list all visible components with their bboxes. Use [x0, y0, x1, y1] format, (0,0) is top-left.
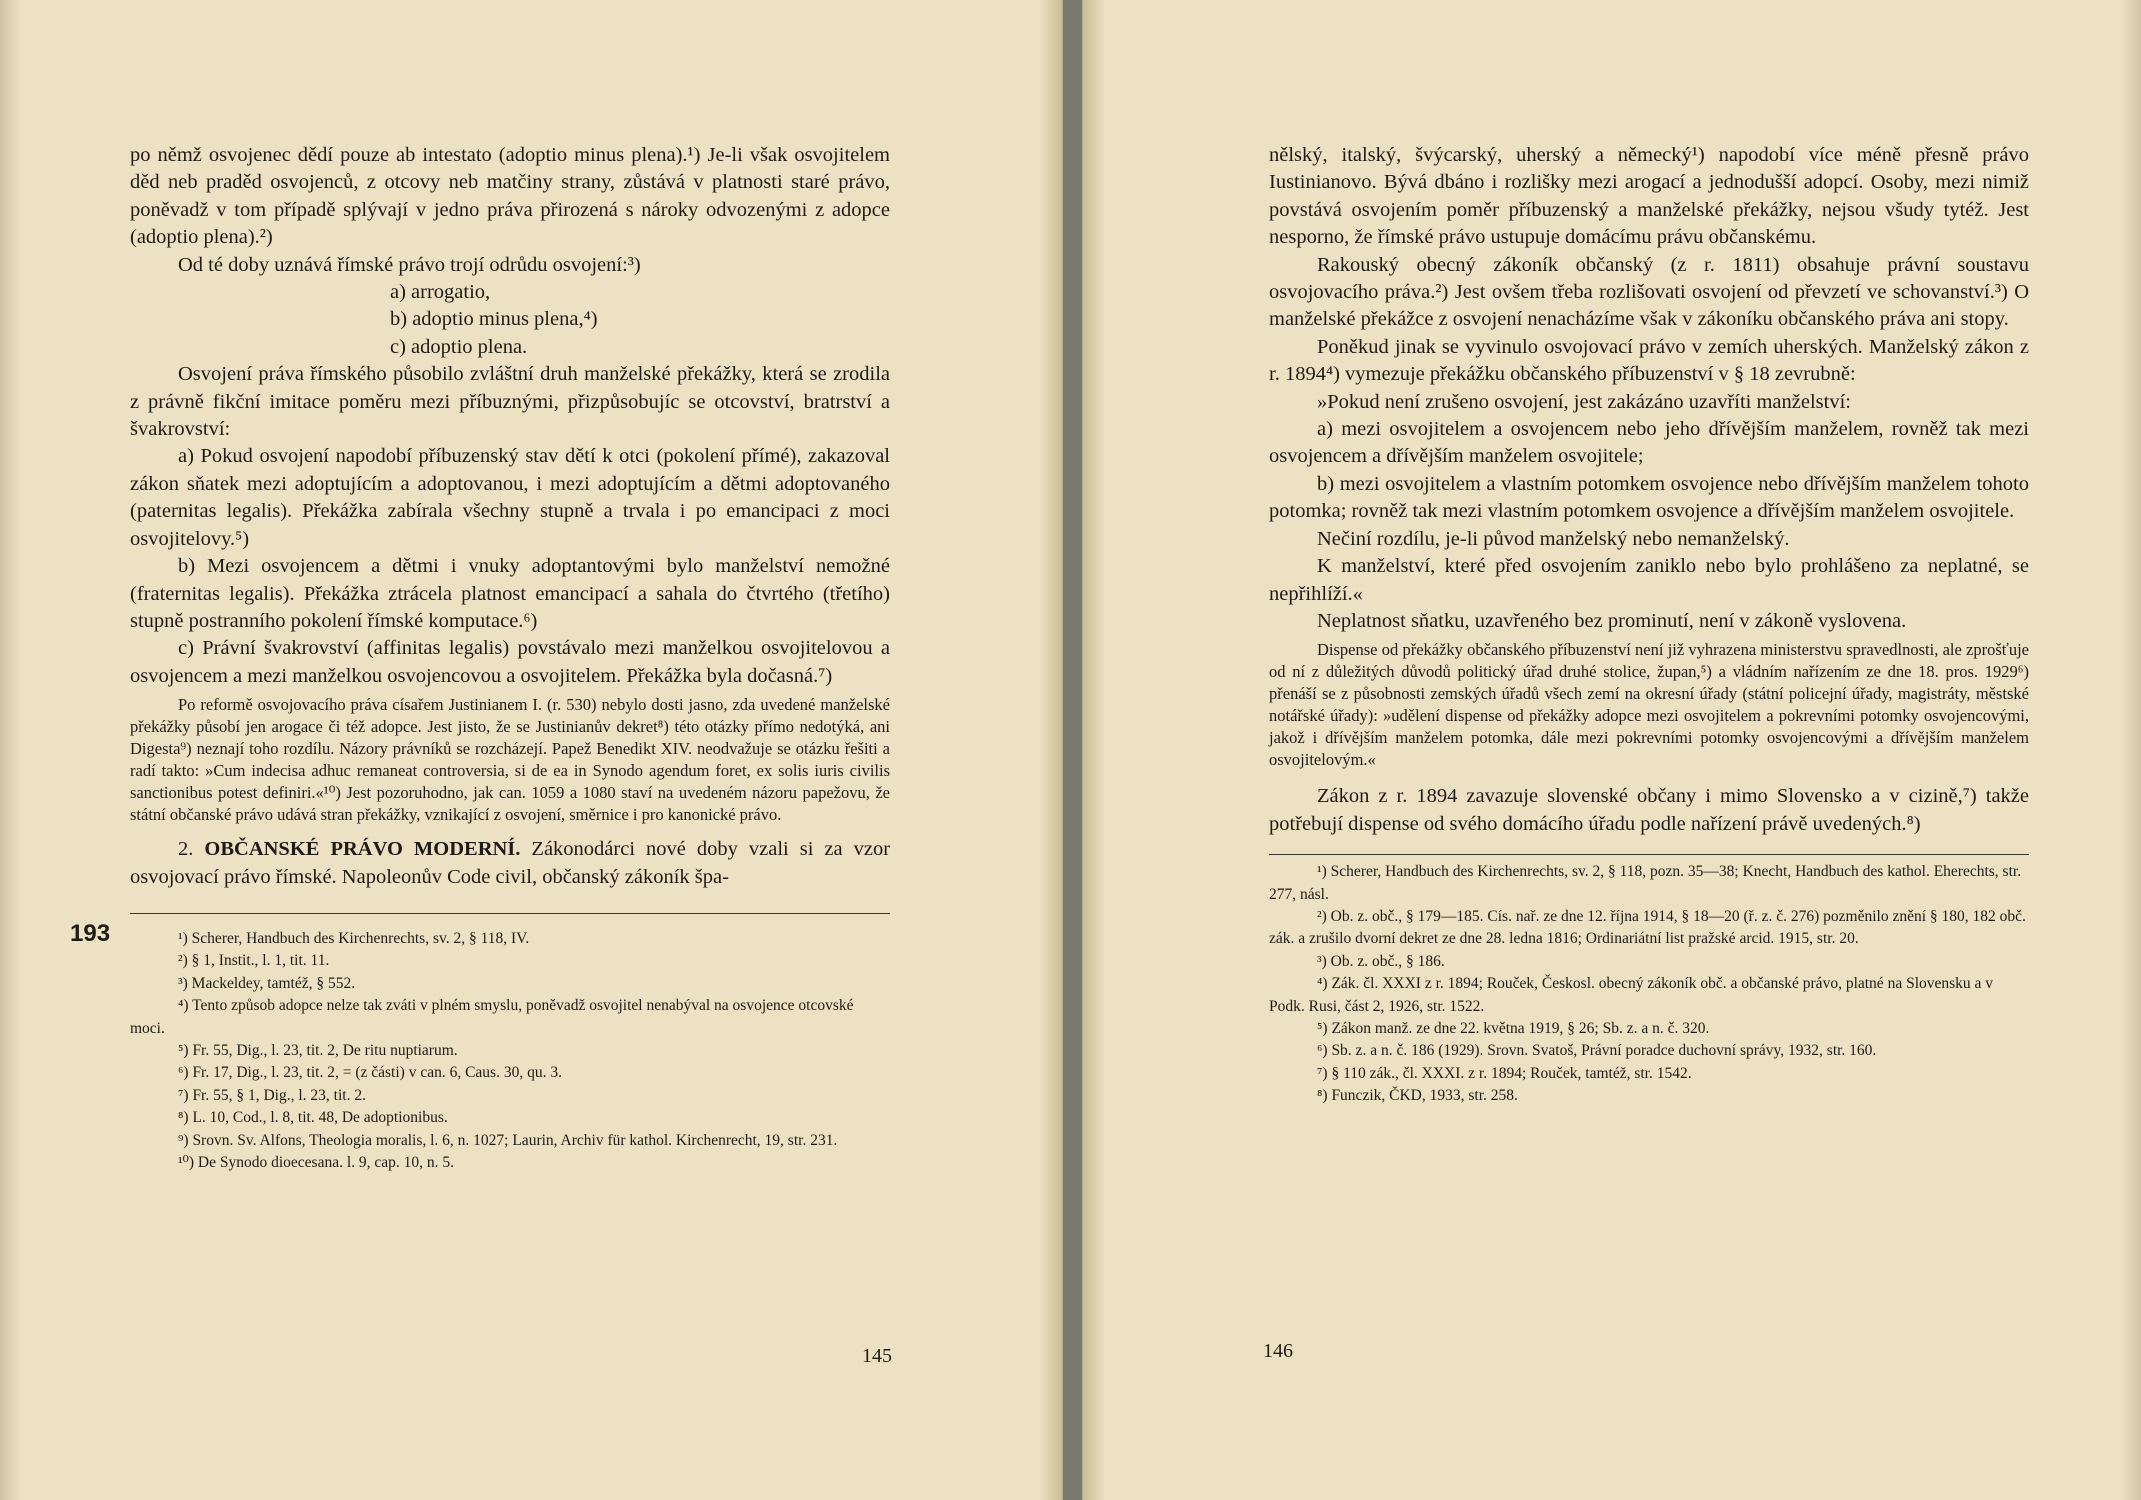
footnote-separator: [1269, 854, 2029, 855]
continuation-paragraph: nělský, italský, švýcarský, uherský a německý¹) napodobí více méně přesně právo Iustinianovo. Bývá dbáno i rozlišky mezi arogací a jednodušší adopcí. Osoby, mezi nimiž povstává osvojením poměr příbuzenský a manželské překážky, nejsou všudy tytéž. Jest nesporno, že římské právo ustupuje domácímu právu občanskému.: [1269, 144, 2029, 249]
page-edge-shadow: [0, 0, 22, 1500]
right-main-text: [1269, 142, 2029, 1108]
adoption-type-item: b) adoptio minus plena,⁴): [390, 308, 598, 331]
law-quote: K manželství, které před osvojením zaniklo nebo bylo prohlášeno za neplatné, se nepřihlíží.«: [1269, 555, 2029, 605]
roman-law-intro: Od té doby uznává římské právo trojí odrůdu osvojení:³): [178, 253, 641, 276]
footnote: ⁶) Sb. z. a n. č. 186 (1929). Srovn. Svatoš, Právní poradce duchovní správy, 1932, str. 160.: [1317, 1042, 1877, 1060]
law-quote-point-a: a) mezi osvojitelem a osvojencem nebo jeho dřívějším manželem, rovněž tak mezi osvojencem a dřívějším manželem osvojitele;: [1269, 418, 2029, 468]
right-page: [1082, 0, 2141, 1500]
left-small-print: [130, 694, 890, 826]
footnote: ⁹) Srovn. Sv. Alfons, Theologia moralis, l. 6, n. 1027; Laurin, Archiv für kathol. Kirchenrecht, 19, str. 231.: [178, 1131, 838, 1149]
footnote: ¹) Scherer, Handbuch des Kirchenrechts, sv. 2, § 118, IV.: [178, 929, 530, 947]
footnote: ⁵) Zákon manž. ze dne 22. května 1919, § 26; Sb. z. a n. č. 320.: [1317, 1019, 1710, 1037]
law-quote: »Pokud není zrušeno osvojení, jest zakázáno uzavříti manželství:: [1317, 390, 1851, 413]
page-gutter-shadow: [1083, 0, 1105, 1500]
page-gutter-shadow: [1040, 0, 1062, 1500]
right-footnotes: [1269, 861, 2029, 1107]
footnote: ¹) Scherer, Handbuch des Kirchenrechts, sv. 2, § 118, pozn. 35—38; Knecht, Handbuch des kathol. Eherechts, str. 277, násl.: [1269, 863, 2022, 903]
right-small-print: [1269, 639, 2029, 771]
footnote: ⁶) Fr. 17, Dig., l. 23, tit. 2, = (z části) v can. 6, Caus. 30, qu. 3.: [178, 1064, 562, 1082]
austrian-law-paragraph: Rakouský obecný zákoník občanský (z r. 1811) obsahuje právní soustavu osvojovacího práva.²) Jest ovšem třeba rozlišovati osvojení od převzetí ve schovanství.³) O manželské překážce z osvojení nenacházíme však v zákoníku občanského práva ani stopy.: [1269, 253, 2029, 331]
intro-paragraph: po němž osvojenec dědí pouze ab intestato (adoptio minus plena).¹) Je-li však osvojitelem děd neb praděd osvojenců, z otcovy neb matčiny strany, zůstává v platnosti staré právo, poněvadž v tom případě splývají v jedno práva přirozená s nároky odvozenými z adopce (adoptio plena).²): [130, 144, 890, 249]
left-page: [0, 0, 1063, 1500]
page-number: 146: [1263, 1340, 1293, 1362]
point-c-paragraph: c) Právní švakrovství (affinitas legalis) povstávalo mezi manželkou osvojitelovou a osvojencem a mezi manželkou osvojencovou a osvojitelem. Překážka byla dočasná.⁷): [130, 637, 890, 687]
point-b-paragraph: b) Mezi osvojencem a dětmi i vnuky adoptantovými bylo manželství nemožné (fraternitas legalis). Překážka ztrácela platnost emancipací a sahala do čtvrtého (třetího) stupně postranního pokolení římské komputace.⁶): [130, 555, 890, 632]
invalidity-paragraph: Neplatnost sňatku, uzavřeného bez prominutí, není v zákoně vyslovena.: [1317, 609, 1907, 632]
law-quote: Nečiní rozdílu, je-li původ manželský nebo nemanželský.: [1317, 527, 1790, 550]
footnote: ⁷) Fr. 55, § 1, Dig., l. 23, tit. 2.: [178, 1086, 366, 1104]
margin-paragraph-number: 193: [70, 920, 111, 947]
footnote: ⁷) § 110 zák., čl. XXXI. z r. 1894; Rouček, tamtéž, str. 1542.: [1317, 1064, 1692, 1082]
footnote: ⁴) Tento způsob adopce nelze tak zváti v plném smyslu, poněvadž osvojitel nenabýval na osvojence otcovské moci.: [130, 997, 854, 1037]
adoption-type-item: c) adoptio plena.: [390, 335, 528, 358]
footnote: ²) Ob. z. obč., § 179—185. Cís. nař. ze dne 12. října 1914, § 18—20 (ř. z. č. 276) pozměnilo znění § 180, 182 obč. zák. a zrušilo dvorní dekret ze dne 28. ledna 1816; Ordinariátní list pražské arcid. 1915, str. 20.: [1269, 907, 2026, 948]
footnote: ³) Mackeldey, tamtéž, § 552.: [178, 974, 356, 992]
section-heading: OBČANSKÉ PRÁVO MODERNÍ.: [204, 838, 521, 861]
section-text: Zákonodárci nové doby vzali si za vzor osvojovací právo římské. Napoleonův Code civil, občanský zákoník špa-: [130, 838, 891, 888]
section-number: 2.: [178, 838, 194, 861]
footnote: ¹⁰) De Synodo dioecesana. l. 9, cap. 10, n. 5.: [178, 1154, 455, 1171]
footnote: ⁸) Funczik, ČKD, 1933, str. 258.: [1317, 1087, 1518, 1105]
footnote: ³) Ob. z. obč., § 186.: [1317, 952, 1445, 970]
right-closing-text: [1269, 783, 2029, 838]
hungarian-law-paragraph: Poněkud jinak se vyvinulo osvojovací právo v zemích uherských. Manželský zákon z r. 1894⁴) vymezuje překážku občanského příbuzenství v § 18 zevrubně:: [1269, 335, 2029, 386]
right-body: [1269, 142, 2029, 635]
page-number: 145: [862, 1345, 892, 1367]
footnote: ⁵) Fr. 55, Dig., l. 23, tit. 2, De ritu nuptiarum.: [178, 1041, 458, 1059]
section-modern-law: [130, 836, 890, 891]
footnote: ⁸) L. 10, Cod., l. 8, tit. 48, De adoptionibus.: [178, 1109, 448, 1127]
point-a-paragraph: a) Pokud osvojení napodobí příbuzenský stav dětí k otci (pokolení přímé), zakazoval zákon sňatek mezi adoptujícím a adoptovanou, i mezi adoptujícím a dětmi adoptovaného (paternitas legalis). Překážka zabírala všechny stupně a trvala i po emancipaci z moci osvojitelovy.⁵): [130, 445, 890, 550]
adoption-type-item: a) arrogatio,: [390, 281, 491, 304]
impediment-paragraph: Osvojení práva římského působilo zvláštní druh manželské překážky, která se zrodila z právně fikční imitace poměru mezi příbuznými, přizpůsobujíc se otcovství, bratrství a švakrovství:: [130, 363, 890, 441]
left-footnotes: [130, 928, 890, 1174]
law-quote-point-b: b) mezi osvojitelem a vlastním potomkem osvojence nebo dřívějším manželem tohoto potomka; rovněž tak mezi vlastním potomkem osvojence a dřívějším manželem osvojitele.: [1269, 472, 2029, 523]
left-main-text: [130, 142, 890, 1174]
footnote-separator: [130, 913, 890, 914]
footnote: ⁴) Zák. čl. XXXI z r. 1894; Rouček, Českosl. obecný zákoník obč. a občanské právo, platné na Slovensku a v Podk. Rusi, část 2, 1926, str. 1522.: [1269, 975, 1994, 1015]
slovak-law-paragraph: Zákon z r. 1894 zavazuje slovenské občany i mimo Slovensko a v cizině,⁷) takže potřebují dispense od svého domácího úřadu podle nařízení právě uvedených.⁸): [1269, 785, 2029, 835]
footnote: ²) § 1, Instit., l. 1, tit. 11.: [178, 952, 330, 970]
left-body: [130, 142, 890, 690]
dispensation-paragraph: Dispense od překážky občanského příbuzenství není již vyhrazena ministerstvu spravedlnosti, ale zprošťuje od ní z důležitých důvodů politický úřad druhé stolice, župan,⁵) a vládním nařízením ze dne 18. pros. 1929⁶) přenáší se z působnosti zemských úřadů všech zemí na okresní úřady (státní policejní úřady, magistráty, městské notářské úřady): »udělení dispense od překážky adopce mezi osvojitelem a pokrevními potomky osvojencovými, jakož i dřívějším manželem potomka, dále mezi pokrevními potomky osvojencovými a dřívějším manželem osvojitelovým.«: [1269, 640, 2029, 770]
justinian-paragraph: Po reformě osvojovacího práva císařem Justinianem I. (r. 530) nebylo dosti jasno, zda uvedené manželské překážky působí jen arogace či též adopce. Jest jisto, že se Justinianův dekret⁸) této otázky přímo nedotýká, ani Digesta⁹) neznají toho rozdílu. Názory právníků se rozcházejí. Papež Benedikt XIV. neodvažuje se otázku řešiti a radí takto: »Cum indecisa adhuc remaneat controversia, si de ea in Synodo agendum foret, ex solis iuris civilis sanctionibus potest definiri.«¹⁰) Jest pozoruhodno, jak can. 1059 a 1080 staví na uvedeném názoru papežovu, že státní občanské právo udává stran překážky, vznikající z osvojení, směrnice i pro kanonické právo.: [130, 695, 890, 825]
page-edge-shadow: [2120, 0, 2141, 1500]
section-paragraph: [130, 836, 890, 891]
